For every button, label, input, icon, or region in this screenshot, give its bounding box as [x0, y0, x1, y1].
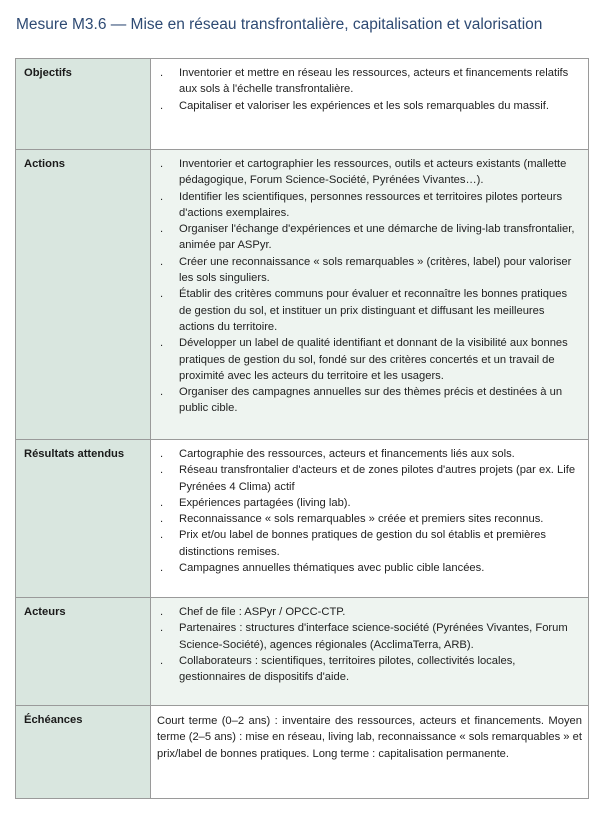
row-content [151, 598, 588, 705]
table-row-acteurs [16, 598, 588, 706]
row-content [151, 150, 588, 439]
bullet-icon: . [160, 562, 164, 575]
row-label: Acteurs [16, 598, 151, 705]
list-item: . Campagnes annuelles thématiques avec public cible lancées. [157, 560, 582, 576]
measure-table [15, 58, 589, 799]
row-content [151, 440, 588, 597]
bullet-icon: . [160, 513, 164, 526]
row-content [151, 59, 588, 149]
bullet-icon: . [160, 67, 164, 79]
table-row-echeances [16, 706, 588, 798]
bullet-icon: . [160, 190, 164, 203]
row-content [151, 706, 588, 798]
list-item: . Cartographie des ressources, acteurs et financements liés aux sols. [157, 446, 582, 462]
table-row-actions [16, 150, 588, 440]
bullet-icon: . [160, 464, 164, 477]
list-item: . Collaborateurs : scientifiques, territoires pilotes, collectivités locales, gestionnaires de dispositifs d'aide. [160, 654, 516, 684]
bullet-icon: . [160, 223, 164, 236]
bullet-icon: . [160, 529, 164, 542]
list-item: . Chef de file : ASPyr / OPCC-CTP. [157, 604, 582, 620]
bullet-icon: . [160, 255, 164, 268]
row-label: Échéances [16, 706, 151, 798]
row-label: Objectifs [16, 59, 151, 149]
bullet-list [157, 446, 582, 576]
bullet-icon: . [160, 337, 164, 350]
bullet-icon: . [160, 448, 164, 460]
list-item: . Inventorier et cartographier les ressources, outils et acteurs existants (mallette pédagogique, Forum Science-Société, Pyrénées Vivantes…). [160, 158, 567, 187]
bullet-icon: . [160, 158, 164, 170]
bullet-icon: . [160, 99, 164, 112]
bullet-icon: . [160, 496, 164, 509]
list-item: . Réseau transfrontalier d'acteurs et de zones pilotes d'autres projets (par ex. Life Pyrénées 4 Clima) actif [160, 464, 576, 493]
row-paragraph: Court terme (0–2 ans) : inventaire des ressources, acteurs et financements. Moyen terme (2–5 ans) : mise en réseau, living lab, reconnaissance « sols remarquables » et prix/label de bonnes pratiques. Long terme : capitalisation permanente. [157, 715, 582, 760]
list-item: . Organiser l'échange d'expériences et une démarche de living-lab transfrontalier, animée par ASPyr. [160, 223, 575, 252]
table-row-resultats [16, 440, 588, 598]
list-item: . Développer un label de qualité identifiant et donnant de la visibilité aux bonnes pratiques de gestion du sol, fondé sur des critères concertés et un travail de proximité avec les acteurs du territoire et les usagers. [160, 337, 568, 382]
bullet-icon: . [160, 386, 164, 399]
list-item: . Expériences partagées (living lab). [157, 495, 582, 511]
bullet-list [157, 65, 582, 114]
list-item: . Organiser des campagnes annuelles sur des thèmes précis et destinées à un public cible. [160, 386, 563, 415]
bullet-list [157, 604, 582, 685]
bullet-icon: . [160, 622, 164, 635]
row-label: Actions [16, 150, 151, 439]
bullet-icon: . [160, 288, 164, 301]
list-item: . Capitaliser et valoriser les expériences et les sols remarquables du massif. [157, 98, 582, 114]
bullet-icon: . [160, 606, 164, 618]
list-item: . Établir des critères communs pour évaluer et reconnaître les bonnes pratiques de gestion du sol, et instituer un prix distinguant et diffusant les meilleures actions du territoire. [160, 288, 568, 333]
list-item: . Inventorier et mettre en réseau les ressources, acteurs et financements relatifs aux sols à l'échelle transfrontalière. [160, 67, 569, 96]
row-label: Résultats attendus [16, 440, 151, 597]
list-item: . Reconnaissance « sols remarquables » créée et premiers sites reconnus. [157, 511, 582, 527]
list-item: . Partenaires : structures d'interface science-société (Pyrénées Vivantes, Forum Science-Société), agences régionales (AcclimaTerra, ARB). [160, 622, 568, 651]
list-item: . Prix et/ou label de bonnes pratiques de gestion du sol établis et premières distinctions remises. [160, 529, 546, 558]
list-item: . Créer une reconnaissance « sols remarquables » (critères, label) pour valoriser les sols singuliers. [160, 255, 572, 285]
table-row-objectifs [16, 59, 588, 150]
page-title: Mesure M3.6 — Mise en réseau transfrontalière, capitalisation et valorisation [16, 16, 543, 33]
bullet-icon: . [160, 654, 164, 667]
list-item: . Identifier les scientifiques, personnes ressources et territoires pilotes porteurs d'actions exemplaires. [160, 190, 563, 219]
bullet-list [157, 156, 582, 417]
